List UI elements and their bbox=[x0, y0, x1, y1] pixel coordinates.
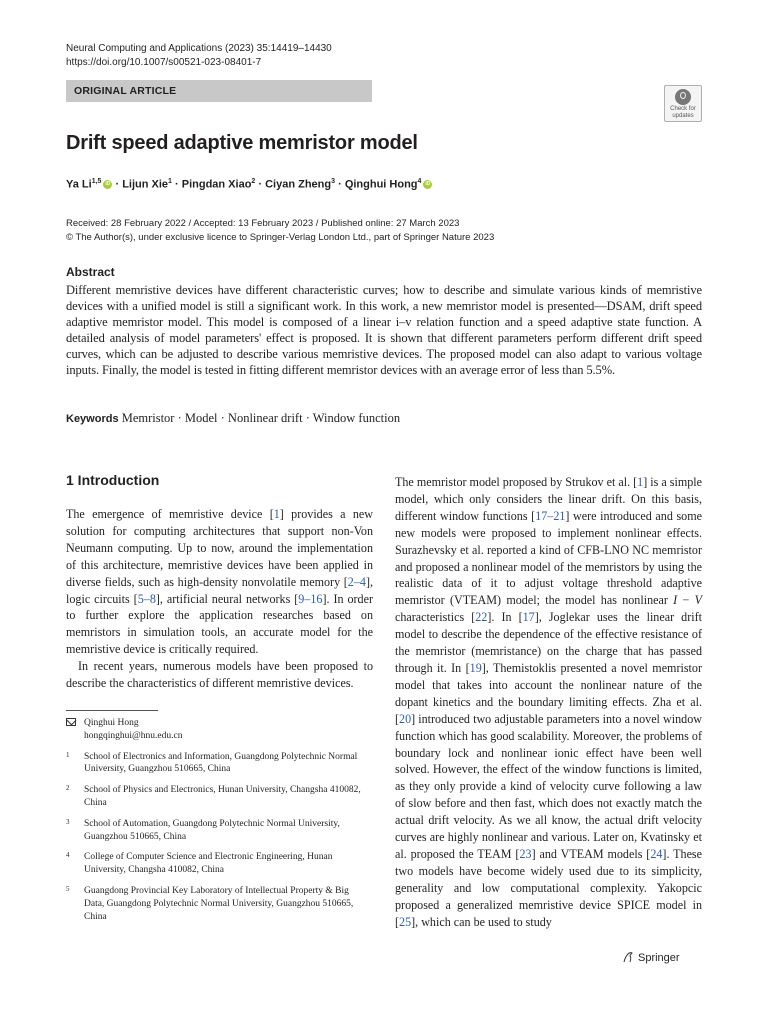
paragraph: The memristor model proposed by Strukov et al. [1] is a simple model, which only considers the linear drift. On this basis, different window functions [17–21] were introduced and some new models were proposed to implement nonlinear effects. Surazhevsky et al. reported a kind of CFB-LNO NC memristor and proposed a nonlinear model of the memristors by using the realistic data of it to adjust voltage threshold adaptive memristor (VTEAM) model; the model has nonlinear I − V characteristics [22]. In [17], Joglekar uses the linear drift model to describe the dependence of the effective resistance of the memristor (memristance) on the charge that has passed through it. In [19], Themistoklis presented a novel memristor model that takes into account the nonlinear nature of the dopant kinetics and the boundary limiting effects. Zha et al. [20] introduced two adjustable parameters into a novel window function which has good scalability. Moreover, the problems of boundary lock and nonlinear ionic effect have been well solved. However, the effect of the window functions is limited, as they only provide a kind of velocity curve following a law of slow before and then fast, which does not exactly match the actual drift velocity. As we all know, the actual drift velocity curves are highly nonlinear and various. Later on, Kvatinsky et al. proposed the TEAM [23] and VTEAM models [24]. These two models have become widely used due to its simplicity, generality and low computational complexity. Yakopcic proposed a generalized memristive device SPICE model in [25], which can be used to study bbox=[395, 475, 703, 929]
affiliation-footnote bbox=[66, 851, 366, 877]
affiliation-mark: 5 bbox=[66, 884, 70, 893]
publication-dates: Received: 28 February 2022 / Accepted: 13 February 2023 / Published online: 27 March 2023 bbox=[66, 218, 460, 229]
citation-link[interactable]: 20 bbox=[399, 711, 412, 726]
keywords bbox=[66, 411, 400, 426]
author-affiliation: 4 bbox=[417, 178, 422, 185]
affiliation-text: School of Physics and Electronics, Hunan University, Changsha 410082, China bbox=[84, 785, 361, 808]
body-column-left bbox=[66, 506, 373, 692]
abstract-heading: Abstract bbox=[66, 265, 115, 279]
section-heading-introduction: 1 Introduction bbox=[66, 472, 160, 488]
corresponding-author bbox=[66, 717, 366, 743]
footnotes bbox=[66, 717, 366, 931]
author-name[interactable]: Pingdan Xiao bbox=[181, 178, 252, 191]
affiliation-mark: 3 bbox=[66, 817, 70, 826]
citation-link[interactable]: 17–21 bbox=[535, 508, 566, 523]
affiliation-footnote bbox=[66, 751, 366, 777]
affiliation-text: Guangdong Provincial Key Laboratory of Intellectual Property & Big Data, Guangdong Polytechnic Normal University, Guangzhou 510665, China bbox=[84, 885, 354, 922]
envelope-icon bbox=[66, 718, 76, 726]
citation-link[interactable]: 22 bbox=[475, 610, 488, 625]
journal-citation: Neural Computing and Applications (2023) 35:14419–14430 bbox=[66, 43, 332, 54]
corresponding-email[interactable]: hongqinghui@hnu.edu.cn bbox=[84, 730, 183, 741]
citation-link[interactable]: 1 bbox=[637, 475, 644, 489]
affiliation-text: School of Electronics and Information, Guangdong Polytechnic Normal University, Guangzhou 510665, China bbox=[84, 751, 358, 775]
affiliation-mark: 1 bbox=[66, 750, 70, 759]
corresponding-author-name: Qinghui Hong bbox=[84, 718, 139, 728]
affiliation-footnote bbox=[66, 885, 366, 923]
author-name[interactable]: Qinghui Hong bbox=[344, 178, 418, 191]
orcid-icon[interactable]: iD bbox=[425, 181, 431, 188]
author-list: Ya Li$^{1,5}$ iD · Lijun Xie$^1$ · Pingdan Xiao$^2$ · Ciyan Zheng$^3$ · Qinghui Hong$^4$ iD bbox=[66, 178, 431, 191]
citation-link[interactable]: 17 bbox=[522, 610, 535, 625]
affiliation-mark: 4 bbox=[66, 851, 70, 860]
author-name[interactable]: Ciyan Zheng bbox=[265, 178, 332, 191]
author-name[interactable]: Ya Li bbox=[66, 178, 92, 191]
author-name[interactable]: Lijun Xie bbox=[122, 178, 169, 191]
check-updates-label: Check for updates bbox=[670, 106, 696, 119]
author-affiliation: 1 bbox=[168, 178, 172, 185]
citation-link[interactable]: 9–16 bbox=[298, 591, 323, 606]
citation-link[interactable]: 25 bbox=[399, 914, 412, 929]
body-column-right bbox=[395, 474, 702, 930]
keywords-list: Memristor · Model · Nonlinear drift · Window function bbox=[121, 411, 401, 425]
abstract-text: Different memristive devices have different characteristic curves; how to describe and simulate various kinds of memristive devices with a unified model is still a significant work. In this work, a new memristor model is presented—DSAM, drift speed adaptive memristor model. This model is composed of a linear i–v relation function and a speed adaptive state function. A detailed analysis of model parameters' effect is proposed. It is shown that different parameters perform different drift speed curves, which can be adjusted to describe various memristive devices. The proposed model can also adapt to various voltage inputs. Finally, the model is tested in fitting different memristor devices with an average error of less than 5.5%. bbox=[66, 283, 702, 377]
orcid-icon[interactable]: iD bbox=[105, 181, 111, 188]
affiliation-footnote bbox=[66, 784, 366, 810]
citation-link[interactable]: 24 bbox=[650, 846, 663, 861]
citation-link[interactable]: 19 bbox=[469, 660, 482, 675]
publisher-name: Springer bbox=[638, 952, 680, 964]
copyright-notice: © The Author(s), under exclusive licence to Springer-Verlag London Ltd., part of Springer Nature 2023 bbox=[66, 232, 495, 243]
article-type-banner: ORIGINAL ARTICLE bbox=[66, 80, 372, 102]
footnote-divider bbox=[66, 710, 158, 711]
affiliation-text: College of Computer Science and Electronic Engineering, Hunan University, Changsha 410082, China bbox=[84, 852, 333, 876]
affiliation-footnote bbox=[66, 818, 366, 844]
author-affiliation: 2 bbox=[251, 178, 256, 185]
affiliation-text: School of Automation, Guangdong Polytechnic Normal University, Guangzhou 510665, China bbox=[84, 818, 340, 842]
check-updates-icon bbox=[675, 89, 691, 105]
paragraph: In recent years, numerous models have been proposed to describe the characteristics of different memristive devices. bbox=[66, 659, 373, 691]
springer-horse-icon bbox=[622, 951, 634, 963]
doi-link[interactable]: https://doi.org/10.1007/s00521-023-08401-7 bbox=[66, 57, 262, 68]
author-affiliation: 3 bbox=[331, 178, 336, 185]
paragraph: The emergence of memristive device [1] provides a new solution for computing architectures that support non-Von Neumann computing. Up to now, around the implementation of this architecture, memristive devices have been applied in diverse fields, such as high-density nonvolatile memory [2–4], logic circuits [5–8], artificial neural networks [9–16]. In order to further explore the application researches based on memristors in simulation tools, an accurate model for the memristive device is critically required. bbox=[66, 507, 373, 657]
publisher-logo bbox=[622, 951, 680, 964]
citation-link[interactable]: 23 bbox=[519, 846, 532, 861]
citation-link[interactable]: 5–8 bbox=[137, 591, 156, 606]
keywords-heading: Keywords bbox=[66, 413, 119, 425]
affiliation-mark: 2 bbox=[66, 784, 70, 793]
check-for-updates-badge[interactable] bbox=[664, 85, 702, 122]
citation-link[interactable]: 1 bbox=[273, 507, 280, 521]
citation-link[interactable]: 2–4 bbox=[347, 574, 366, 589]
author-affiliation: 1,5 bbox=[91, 178, 102, 185]
paper-title: Drift speed adaptive memristor model bbox=[66, 132, 418, 154]
